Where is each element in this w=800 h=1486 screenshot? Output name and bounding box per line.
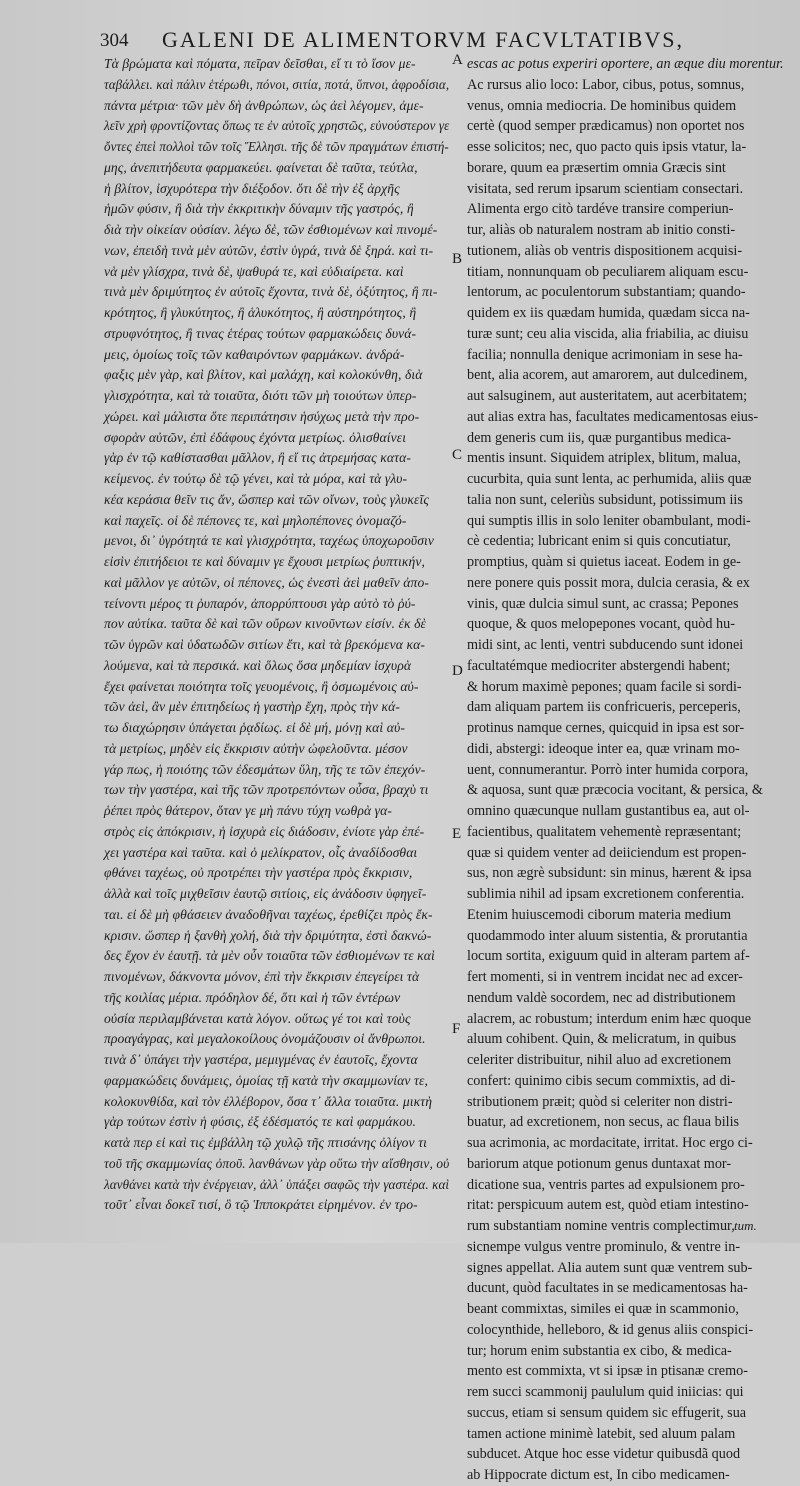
margin-marker-e: E [452, 826, 462, 842]
greek-text-line: μενοι, δι᾽ ὑγρότητά τε καὶ γλισχρότητα, ταχέως ὑποχωροῦσιν [104, 533, 435, 549]
latin-text-line: signes appellat. Alia autem sunt quæ ventrem sub- [467, 1259, 753, 1276]
latin-text-line: nere ponere quis possit mora, dulcia cerasia, & ex [467, 574, 750, 591]
latin-text-line: midi sint, ac lenti, ventri subducendo sunt idonei [467, 637, 744, 653]
latin-text-line: cucurbita, quia sunt lenta, ac perhumida, aliis quæ [467, 471, 752, 487]
greek-text-line: ὄντες ἐπεὶ πολλοὶ τῶν τοῖς Ἕλλησι. τῆς δὲ τῶν πραγμάτων ἐπιστή- [104, 139, 449, 154]
latin-text-line: borare, quum ea præsertim omnia Græcis sint [467, 159, 726, 176]
margin-marker-d: D [452, 663, 463, 679]
greek-text-line: λανθάνει κατὰ τὴν ἐνέργειαν, ἀλλ᾽ ὑπάξει σαφῶς τὴν γαστέρα. καὶ [104, 1176, 450, 1192]
greek-text-line: καὶ παχεῖς. οἱ δὲ πέπονες τε, καὶ μηλοπέπονες ὀνομαζό- [104, 512, 407, 528]
latin-text-line: bariorum atque potionum genus duntaxat mor- [467, 1155, 732, 1172]
latin-text-line: sus, non ægrè subsidunt: sin minus, hærent & ipsa [467, 865, 752, 882]
greek-text-line: τῶν ὑγρῶν καὶ ὑδατωδῶν σιτίων ἔτι, καὶ τὰ βρεκόμενα κα- [104, 637, 425, 652]
latin-text-line: tutionem, aliàs ob ventris dispositionem acquisi- [467, 242, 743, 259]
latin-text-line: & horum maximè pepones; quam facile si sordi- [467, 678, 742, 695]
greek-text-line: φθάνει ταχέως, οὐ προτρέπει τὴν γαστέρα πρὸς ἔκκρισιν, [104, 865, 413, 881]
latin-text-line: protinus namque cernes, quicquid in ipsa est sor- [467, 720, 745, 736]
latin-text-line: lentorum, ac poculentorum substantiam; quando- [467, 284, 746, 301]
greek-text-line: τοῦ τῆς σκαμμωνίας ὀποῦ. λανθάνων γὰρ οὕτω τὴν αἴσθησιν, οὐ [104, 1155, 450, 1171]
catchword: tum. [734, 1218, 757, 1233]
latin-text-line: turæ sunt; ceu alia viscida, alia friabilia, ac diuisu [467, 325, 749, 342]
greek-text-line: φαξις μὲν γὰρ, καὶ βλίτον, καὶ μαλάχη, καὶ κολοκύνθη, διὰ [104, 367, 423, 383]
latin-text-line: quodammodo inter aluum sistentia, & prorutantia [467, 927, 748, 944]
latin-text-line: stributionem præit; quòd si celeriter non distri- [467, 1093, 733, 1110]
latin-text-line: beant commixtas, similes ei quæ in scammonio, [467, 1301, 739, 1317]
latin-text-line: celeriter distribuitur, nihil aluo ad excretionem [467, 1052, 732, 1068]
latin-text-line: quoque, & quos melopepones vocant, quòd hu- [467, 616, 735, 633]
greek-text-line: πινομένων, δάκνοντα μόνον, ἐπὶ τὴν ἔκκρισιν ἐπεγείρει τὰ [104, 969, 420, 984]
running-title: GALENI DE ALIMENTORVM FACVLTATIBVS, [162, 27, 684, 52]
greek-text-line: πον αὐτίκα. ταῦτα δὲ καὶ τῶν οὔρων κινοῦντων εἰσίν. ἐκ δὲ [104, 616, 426, 632]
greek-text-line: ἡμῶν φύσιν, ἢ διὰ τὴν ἐκκριτικὴν δύναμιν τῆς γαστρός, ἢ [104, 201, 414, 217]
greek-text-line: διὰ τὴν οἰκείαν οὐσίαν. λέγω δὲ, τῶν ἐσθιομένων καὶ πινομέ- [104, 222, 438, 237]
latin-text-line: rum substantiam nomine ventris complectimur, [467, 1218, 735, 1234]
greek-text-line: στρὸς εἰς ἀπόκρισιν, ἡ ἰσχυρὰ εἰς διάδοσιν, ἐνίοτε γὰρ ἐπέ- [104, 823, 425, 839]
latin-text-line: alacrem, ac robustum; interdum enim hæc quoque [467, 1010, 752, 1027]
latin-text-line: mentis insunt. Siquidem atriplex, blitum, malua, [467, 450, 741, 467]
latin-text-line: qui sumptis illis in solo leniter obambulant, modi- [467, 512, 751, 529]
page-number: 304 [100, 30, 129, 51]
latin-text-line: bent, alia acorem, aut amarorem, aut dulcedinem, [467, 367, 748, 384]
greek-text-line: νων, ἐπειδὴ τινὰ μὲν αὐτῶν, ἐστὶν ὑγρά, τινὰ δὲ ξηρά. καὶ τι- [104, 242, 434, 258]
greek-text-line: γάρ πως, ἡ ποιότης τῶν ἐδεσμάτων ὕλη, τῆς τε τῶν ἐπεχόν- [104, 761, 426, 777]
latin-text-line: cè cedentia; lubricant enim si quis concutiatur, [467, 533, 731, 550]
latin-text-line: quæ si quidem venter ad deiiciendum est propen- [467, 844, 747, 861]
margin-marker-c: C [452, 447, 463, 463]
greek-text-line: χει γαστέρα καὶ ταῦτα. καὶ ὁ μελίκρατον, οἷς ἀναδίδοσθαι [104, 844, 418, 860]
greek-text-line: ῥέπει πρὸς θάτερον, ὅταν γε μὴ πάνυ τύχη νωθρὰ γα- [104, 803, 392, 818]
greek-text-line: μης, ἀνεπιτήδευτα φαρμακεύει. φαίνεται δὲ ταῦτα, τεύτλα, [104, 159, 418, 175]
latin-text-line: ritat: perspicuum autem est, quòd etiam intestino- [467, 1197, 749, 1214]
latin-text-line: & aquosa, sunt quæ præcocia vocitant, & persica, & [467, 782, 763, 799]
greek-text-line: προαγάγρας, καὶ μεγαλοκοίλους ὀνομάζουσιν οἱ ἄνθρωποι. [104, 1031, 426, 1047]
latin-text-line: locum sortita, exiguum quid in alteram partem af- [467, 948, 750, 965]
latin-text-line: talia non sunt, celeriùs subsidunt, potissimum iis [467, 491, 743, 508]
greek-text-line: λούμενα, καὶ τὰ περσικά. καὶ ὅλως ὅσα μηδεμίαν ἰσχυρὰ [104, 657, 412, 673]
greek-text-line: λεῖν χρὴ φροντίζοντας ὅπως τε ἐν αὐτοῖς χρηστῶς, εὐνούστερον γε [104, 118, 450, 134]
latin-text-line: promptius, quàm si quietus iaceat. Eodem in ge- [467, 554, 741, 570]
latin-text-line: colocynthide, helleboro, & id genus aliis conspici- [467, 1321, 754, 1338]
greek-text-line: κατὰ περ εἰ καὶ τις ἐμβάλλη τῷ χυλῷ τῆς πτισάνης ὀλίγον τι [104, 1135, 428, 1150]
greek-text-line: κρισιν. ὥσπερ ἡ ξανθὴ χολή, διὰ τὴν δριμύτητα, ἐστὶ δακνώ- [104, 927, 432, 943]
greek-text-line: χώρει. καὶ μάλιστα ὅτε περιπάτησιν ἡσύχως μετὰ τὴν προ- [104, 408, 420, 424]
greek-text-line: κείμενος. ἐν τούτῳ δὲ τῷ γένει, καὶ τὰ μόρα, καὶ τὰ γλυ- [104, 471, 408, 486]
greek-text-line: εἰσὶν ἐπιτήδειοι τε καὶ δύναμιν γε ἔχουσι μετρίως ῥυπτικήν, [104, 554, 425, 569]
latin-text-line: aut salsuginem, aut austeritatem, aut acerbitatem; [467, 388, 748, 404]
greek-text-line: νὰ μὲν γλίσχρα, τινὰ δὲ, ψαθυρά τε, καὶ εὐδιαίρετα. καὶ [104, 263, 404, 279]
latin-text-line: aluum cohibent. Quin, & melicratum, in quibus [467, 1031, 737, 1048]
greek-text-line: γὰρ ἐν τῷ καθίστασθαι μᾶλλον, ἢ εἴ τις ἀτρεμήσας κατα- [104, 450, 411, 466]
latin-text-line: escas ac potus experiri oportere, an æque diu morentur. [467, 56, 784, 72]
margin-marker-b: B [452, 251, 463, 267]
latin-text-line: tur; horum enim substantia ex cibo, & medica- [467, 1342, 732, 1359]
latin-text-line: facultatémque mediocriter abstergendi habent; [467, 657, 731, 674]
greek-text-line: Τὰ βρώματα καὶ πόματα, πεῖραν δεῖσθαι, εἴ τι τὸ ἴσον με- [104, 56, 416, 71]
latin-text-line: ab Hippocrate dictum est, In cibo medicamen- [467, 1467, 730, 1483]
latin-text-line: facientibus, qualitatem vehementè repræsentant; [467, 823, 742, 840]
greek-text-line: γὰρ τούτων ἐστὶν ἡ φύσις, ἐξ ἐδέσματός τε καὶ φαρμάκου. [104, 1114, 416, 1130]
greek-text-line: δες ἔχον ἐν ἑαυτῇ. τὰ μὲν οὖν τοιαῦτα τῶν ἐσθιομένων τε καὶ [104, 948, 435, 964]
latin-text-line: visitata, sed rerum ipsarum scientiam consectari. [467, 180, 744, 197]
greek-text-line: τινὰ μὲν δριμύτητος ἐν αὐτοῖς ἔχοντα, τινὰ δὲ, ὀξύτητος, ἢ πι- [104, 284, 438, 300]
latin-text-line: buatur, ad excretionem, non secus, ac flaua bilis [467, 1114, 740, 1131]
greek-text-line: μεις, ὁμοίως τοῖς τῶν καθαιρόντων φαρμάκων. ἀνδρά- [104, 346, 405, 362]
greek-text-line: σφορὰν αὐτῶν, ἐπὶ ἐδάφους ἐχόντα μετρίως. ὀλισθαίνει [104, 429, 407, 445]
greek-text-line: τω διαχώρησιν ὑπάγεται ῥᾳδίως. εἰ δὲ μή, μόνῃ καὶ αὐ- [104, 720, 405, 735]
latin-text-line: nendum valdè socordem, nec ad distributionem [467, 989, 736, 1006]
greek-text-line: φαρμακώδεις δυνάμεις, ὁμοίας τῇ κατὰ τὴν σκαμμωνίαν τε, [104, 1072, 428, 1088]
latin-text-column [467, 54, 789, 1486]
greek-text-line: τινὰ δ᾽ ὑπάγει τὴν γαστέρα, μεμιγμένας ἐν ἑαυτοῖς, ἔχοντα [104, 1052, 418, 1067]
greek-text-line: οὐσία περιλαμβάνεται κατὰ λόγον. οὕτως γέ τοι καὶ τοὺς [104, 1010, 411, 1026]
greek-text-line: τῆς κοιλίας μέρια. πρόδηλον δέ, ὅτι καὶ ἡ τῶν ἐντέρων [104, 989, 401, 1005]
greek-text-line: γλισχρότητα, καὶ τὰ τοιαῦτα, διότι τῶν μὴ τοιούτων ὑπερ- [104, 388, 417, 403]
latin-text-line: didi, abstergi: ideoque inter ea, quæ vrinam mo- [467, 740, 740, 757]
greek-text-line: τῶν ἀεὶ, ἂν μὲν ἐπιτηδείως ἡ γαστὴρ ἔχη, πρὸς τὴν κά- [104, 699, 400, 715]
greek-text-line: τείνοντι μέρος τι ῥυπαρόν, ἀπορρύπτουσι γὰρ αὐτὸ τὸ ῥύ- [104, 595, 416, 611]
latin-text-line: subducet. Atque hoc esse videtur quibusdã quod [467, 1446, 741, 1463]
latin-text-line: dicatione sua, ventris partes ad expulsionem pro- [467, 1176, 745, 1193]
greek-text-line: ἀλλὰ καὶ τοῖς μιχθεῖσιν ἑαυτῷ σιτίοις, εἰς ἀνάδοσιν ὑφηγεῖ- [104, 886, 427, 901]
latin-text-line: titiam, nonnunquam ob peculiarem aliquam escu- [467, 263, 749, 280]
latin-text-line: sua acrimonia, ac mordacitate, irritat. Hoc ergo ci- [467, 1135, 753, 1151]
latin-text-line: esse solicitos; nec, quo pacto quis ipsis vtatur, la- [467, 139, 747, 155]
margin-marker-a: A [452, 52, 463, 68]
greek-text-line: ἡ βλίτον, ἰσχυρότερα τὴν διέξοδον. ὅτι δὲ τὴν ἐξ ἀρχῆς [104, 180, 400, 196]
greek-text-line: ἔχει φαίνεται ποιότητα τοῖς γευομένοις, ἢ ὀσμωμένοις αὐ- [104, 678, 419, 694]
latin-text-line: tur, aliàs ob naturalem nostram ab initio consti- [467, 222, 736, 238]
greek-text-line: στρυφνότητος, ἢ τινας ἑτέρας τούτων φαρμακώδεις δυνά- [104, 325, 417, 341]
greek-text-line: κρότητος, ἢ γλυκύτητος, ἢ ἁλυκότητος, ἢ αὐστηρότητος, ἢ [104, 305, 417, 320]
latin-text-line: Alimenta ergo citò tardéve transire comperiun- [467, 201, 734, 218]
latin-text-line: uent, connumerantur. Porrò inter humida corpora, [467, 761, 749, 778]
greek-text-line: κολοκυνθίδα, καὶ τὸν ἐλλέβορον, ὅσα τ᾽ ἄλλα τοιαῦτα. μικτὴ [104, 1093, 433, 1109]
greek-text-line: τοῦτ᾽ εἶναι δοκεῖ τισί, ὃ τῷ Ἱπποκράτει εἰρημένον. ἐν τρο- [104, 1197, 418, 1213]
latin-text-line: venus, omnia mediocria. De hominibus quidem [467, 97, 737, 114]
latin-text-line: succus, etiam si sensum quidem sic effugerit, sua [467, 1404, 747, 1421]
greek-text-line: κέα κεράσια θεῖν τις ἄν, ὥσπερ καὶ τῶν οἴνων, τοὺς γλυκεῖς [104, 491, 429, 507]
latin-text-line: quidem ex iis quædam humida, quædam sicca na- [467, 305, 750, 321]
latin-text-line: sublimia nihil ad ipsam excretionem conferentia. [467, 886, 745, 902]
greek-text-column [104, 54, 449, 1216]
latin-text-line: vinis, quæ dulcia simul sunt, ac crassa; Pepones [467, 595, 739, 612]
latin-text-line: certè (quod semper prædicamus) non oportet nos [467, 118, 745, 135]
margin-marker-f: F [452, 1021, 461, 1037]
latin-text-line: ducunt, quòd facultates in se medicamentosas ha- [467, 1280, 748, 1297]
latin-text-line: mento est commixta, vt si ipsæ in ptisanæ cremo- [467, 1363, 748, 1380]
greek-text-line: καὶ μᾶλλον γε αὐτῶν, οἱ πέπονες, ὡς ἐνεστὶ ἀεὶ μαθεῖν ἀπο- [104, 574, 429, 590]
greek-text-line: ταβάλλει. καὶ πάλιν ἑτέρωθι, πόνοι, σιτία, ποτά, ὕπνοι, ἀφροδίσια, [104, 76, 450, 92]
greek-text-line: ται. εἰ δὲ μὴ φθάσειεν ἀναδοθῆναι ταχέως, ἐρεθίζει πρὸς ἔκ- [104, 906, 433, 922]
latin-text-line: Ac rursus alio loco: Labor, cibus, potus, somnus, [467, 76, 745, 93]
latin-text-line: omnino quæcunque nullam gustantibus ea, aut ol- [467, 803, 750, 819]
latin-text-line: Etenim huiuscemodi ciborum materia medium [467, 906, 731, 923]
latin-text-line: dem generis cum iis, quæ purgantibus medica- [467, 429, 732, 446]
greek-text-line: τὰ μετρίως, μηδὲν εἰς ἔκκρισιν αὐτὴν ὠφελοῦντα. μέσον [104, 740, 408, 756]
latin-text-line: sicnempe vulgus ventre prominulo, & ventre in- [467, 1238, 741, 1255]
latin-text-line: rem succi scammonij paululum quid iniicias: qui [467, 1384, 744, 1400]
latin-text-line: facilia; nonnulla denique acrimoniam in sese ha- [467, 346, 743, 363]
greek-text-line: πάντα μέτρια· τῶν μὲν δὴ ἀνθρώπων, ὡς ἀεὶ λέγομεν, ἀμε- [104, 97, 424, 113]
latin-text-line: fert momenti, si in ventrem incidat nec ad excer- [467, 969, 743, 985]
latin-text-line: dam aliquam partem iis confricueris, perceperis, [467, 699, 741, 716]
greek-text-line: των τὴν γαστέρα, καὶ τῆς τῶν προτρεπόντων οὖσα, βραχὺ τι [104, 782, 429, 798]
latin-text-line: aut alias extra has, facultates medicamentosas eius- [467, 408, 759, 425]
latin-text-line: confert: quinimo cibis secum commixtis, ad di- [467, 1072, 736, 1089]
latin-text-line: tamen actione minimè latebit, sed aluum palam [467, 1425, 736, 1442]
